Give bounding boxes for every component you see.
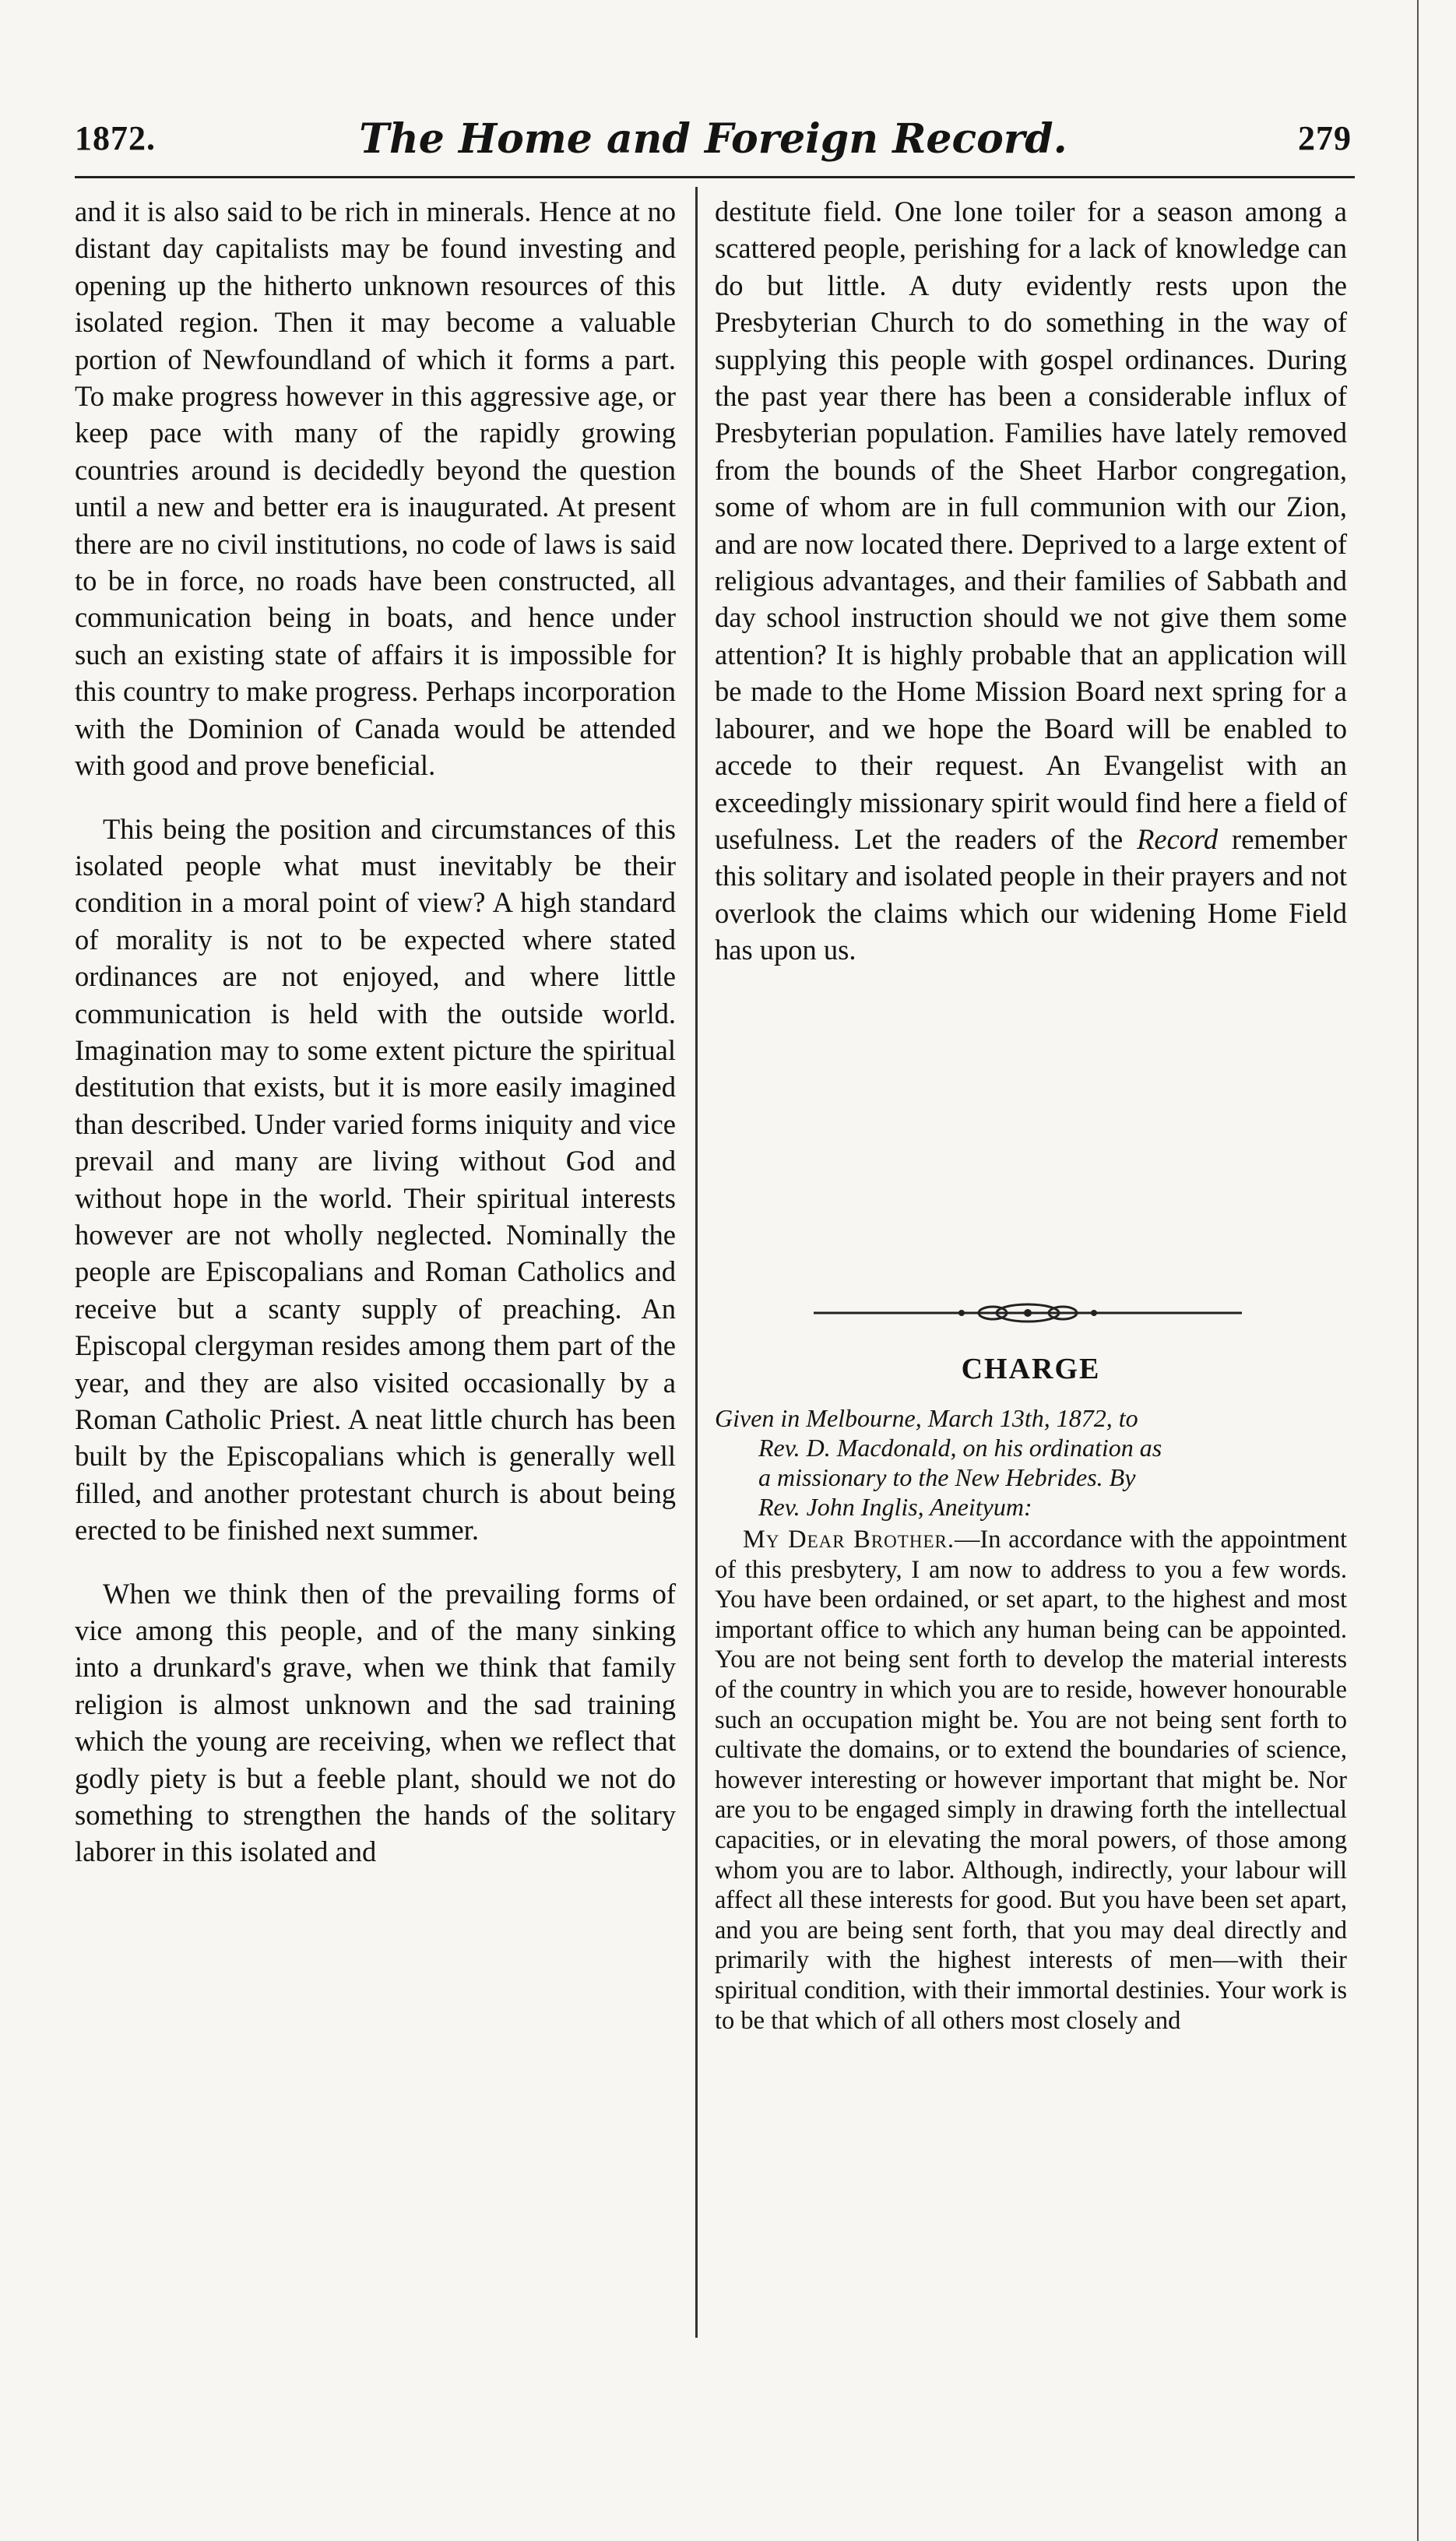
charge-body-text: —In accordance with the appointment of this presbytery, I am now to address to you a few words. You have been ordained, or set apart, to the highest and most important office to which any human being can be appointed. You are not being sent forth to develop the material interests of the country in which you are to reside, however honourable such an occupation might be. You are not being sent forth to cultivate the domains, or to extend the boundaries of science, however interesting or however important that might be. Nor are you to be engaged simply in drawing forth the intellectual capacities, or in elevating the moral powers, of those among whom you are to labor. Although, indirectly, your labour will affect all these interests for good. But you have been set apart, and you are being sent forth, that you may deal directly and primarily with the highest interests of men—with their spiritual condition, with their immortal destinies. Your work is to be that which of all others most closely and (715, 1526, 1347, 2035)
page-header (75, 115, 1352, 173)
header-year: 1872. (75, 119, 156, 157)
column-divider (695, 187, 698, 2338)
charge-subtitle-line-2: Rev. D. Macdonald, on his ordination as (758, 1434, 1162, 1462)
right-paragraph-text-a: destitute field. One lone toiler for a season among a scattered people, perishing for a lack of knowledge can do but little. A duty evidently rests upon the Presbyterian Church to do something in the way of supplying this people with gospel ordinances. During the past year there has been a considerable influx of Presbyterian population. Families have lately removed from the bounds of the Sheet Harbor congregation, some of whom are in full communion with our Zion, and are now located there. Deprived to a large extent of religious advantages, and their families of Sabbath and day school instruction should we not give them some attention? It is highly probable that an application will be made to the Home Mission Board next spring for a labourer, and we hope the Board will be enabled to accede to their request. An Evangelist with an exceedingly missionary spirit would find here a field of usefulness. Let the readers of the (715, 195, 1347, 855)
right-paragraph-1 (715, 193, 1347, 969)
header-title: The Home and Foreign Record. (359, 115, 1067, 163)
left-paragraph-1: and it is also said to be rich in minerals. Hence at no distant day capitalists may be found investing and opening up the hitherto unknown resources of this isolated region. Then it may become a valuable portion of Newfoundland of which it forms a part. To make progress however in this aggressive age, or keep pace with many of the rapidly growing countries around is decidedly beyond the question until a new and better era is inaugurated. At present there are no civil institutions, no code of laws is said to be in force, no roads have been constructed, all communication being in boats, and hence under such an existing state of affairs it is impossible for this country to make progress. Perhaps incorporation with the Dominion of Canada would be attended with good and prove beneficial. (75, 195, 676, 782)
charge-body (715, 1525, 1347, 2036)
left-paragraph-3: When we think then of the prevailing forms of vice among this people, and of the many sinking into a drunkard's grave, when we think that family religion is almost unknown and the sad training which the young are receiving, when we reflect that godly piety is but a feeble plant, should we not do something to strengthen the hands of the solitary laborer in this isolated and (75, 1577, 676, 1868)
right-column (715, 193, 1347, 969)
right-paragraph-text-b: remember this solitary and isolated people in their prayers and not overlook the claims which our widening Home Field has upon us. (715, 822, 1347, 966)
charge-subtitle-line-4: Rev. John Inglis, Aneityum: (758, 1493, 1032, 1521)
charge-subtitle (715, 1403, 1347, 1522)
left-paragraph-2: This being the position and circumstances of this isolated people what must inevitably be their condition in a moral point of view? A high standard of morality is not to be expected where stated ordinances are not enjoyed, and where little communication is held with the outside world. Imagination may to some extent picture the spiritual destitution that exists, but it is more easily imagined than described. Under varied forms iniquity and vice prevail and many are living without God and without hope in the world. Their spiritual interests however are not wholly neglected. Nominally the people are Episcopalians and Roman Catholics and receive but a scanty supply of preaching. An Episcopal clergyman resides among them part of the year, and they are also visited occasionally by a Roman Catholic Priest. A neat little church has been built by the Episcopalians which is generally well filled, and another protestant church is about being erected to be finished next summer. (75, 812, 676, 1547)
left-column (75, 193, 676, 1871)
header-page-number: 279 (1298, 119, 1352, 157)
charge-subtitle-line-1: Given in Melbourne, March 13th, 1872, to (715, 1404, 1138, 1432)
charge-salutation: My Dear Brother. (743, 1526, 955, 1554)
charge-heading: CHARGE (961, 1353, 1101, 1385)
charge-subtitle-line-3: a missionary to the New Hebrides. By (758, 1463, 1136, 1491)
record-italic: Record (1137, 822, 1219, 855)
header-rule (75, 176, 1355, 178)
page-edge-line (1417, 0, 1419, 2541)
section-ornament (814, 1299, 1242, 1327)
